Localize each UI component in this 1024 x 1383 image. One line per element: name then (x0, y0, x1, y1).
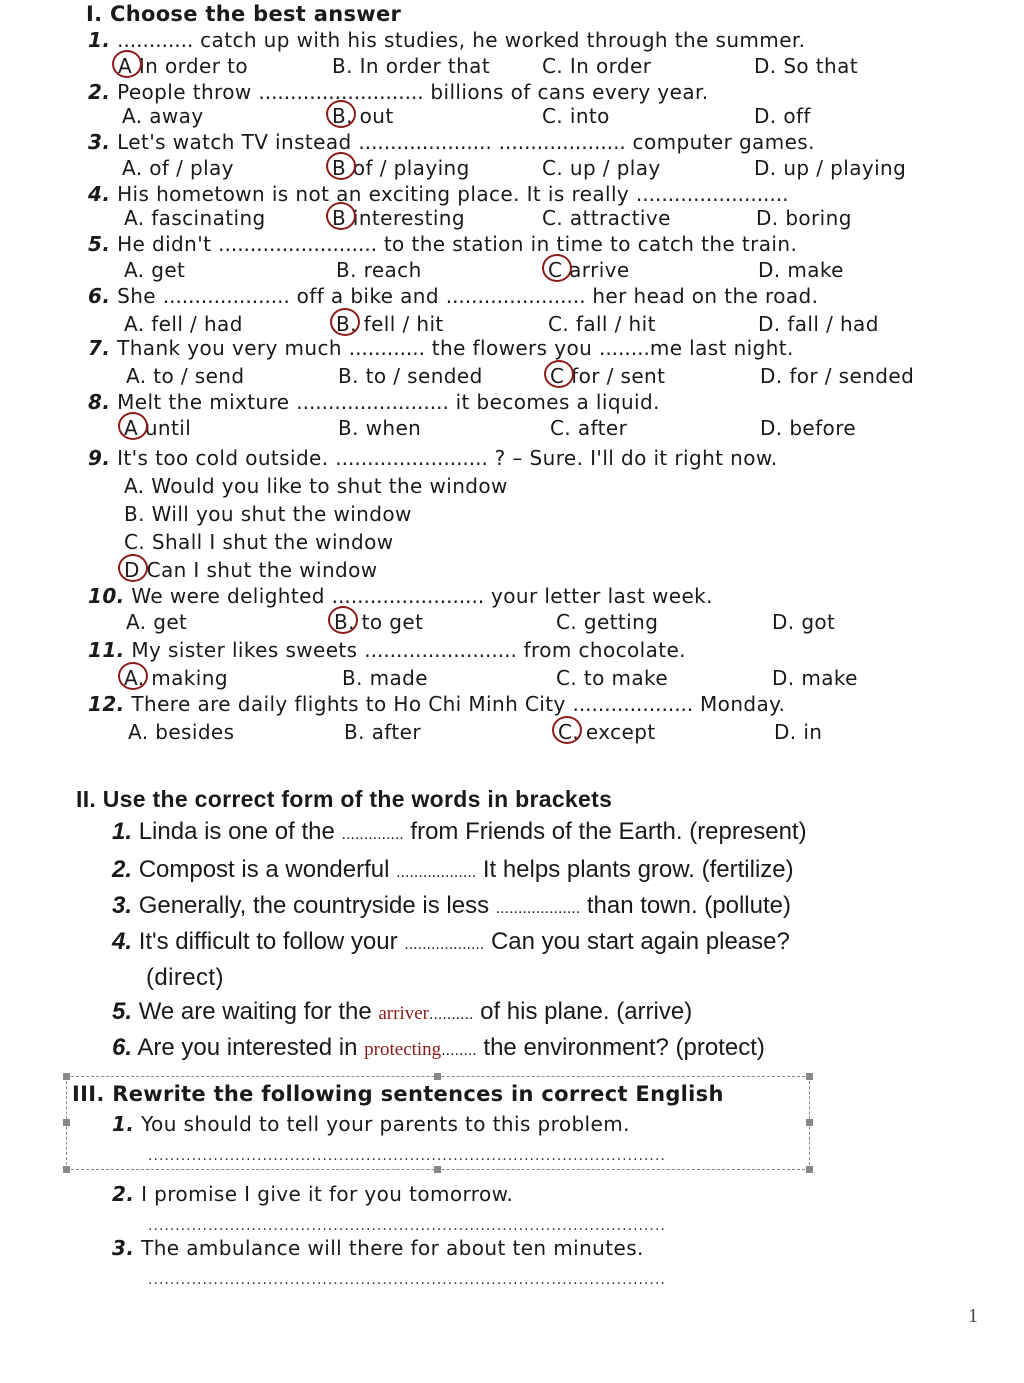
option-text: A. to / send (126, 364, 245, 388)
option-d[interactable] (758, 312, 879, 336)
item-text: We are waiting for the (138, 998, 379, 1025)
option-a[interactable] (124, 258, 185, 282)
option-b[interactable] (332, 206, 465, 230)
item-text: It's difficult to follow your (138, 928, 405, 955)
answer-blank[interactable]: ........................ (635, 182, 789, 206)
question-text: computer games. (625, 130, 815, 154)
option-text: D. So that (754, 54, 859, 78)
option-b[interactable] (332, 104, 394, 128)
question-2 (88, 80, 709, 104)
question-text: It's too cold outside. (117, 446, 336, 470)
option-b[interactable] (334, 610, 423, 634)
option-text: fell / hit (363, 312, 444, 336)
question-number: 1. (88, 28, 111, 52)
option-text: except (585, 720, 656, 744)
rewrite-item-3 (112, 1236, 644, 1260)
option-letter: B. (336, 312, 357, 336)
answer-blank[interactable]: .............. (341, 826, 404, 843)
item-number: 2. (112, 1182, 135, 1206)
option-text: C. into (542, 104, 610, 128)
option-c[interactable] (550, 364, 665, 388)
resize-handle[interactable] (806, 1073, 813, 1080)
handwritten-answer[interactable]: arriver (378, 1003, 429, 1024)
question-text: Melt the mixture (117, 390, 297, 414)
word-form-item-3 (112, 892, 791, 920)
option-a[interactable] (124, 474, 508, 498)
option-text: In order to (138, 54, 248, 78)
option-b[interactable] (342, 666, 428, 690)
option-text: C. In order (542, 54, 652, 78)
question-text: it becomes a liquid. (448, 390, 660, 414)
question-number: 9. (88, 446, 111, 470)
resize-handle[interactable] (806, 1166, 813, 1173)
answer-blank[interactable]: .......................... (258, 80, 424, 104)
option-letter: B. (334, 610, 355, 634)
option-text: A. fell / had (124, 312, 243, 336)
question-text: Monday. (693, 692, 786, 716)
answer-circle-mark (544, 360, 574, 388)
answer-blank[interactable]: ............ (348, 336, 426, 360)
question-number: 10. (88, 584, 125, 608)
option-a[interactable] (124, 312, 243, 336)
answer-circle-mark (542, 254, 572, 282)
question-1 (88, 28, 805, 52)
question-text: She (117, 284, 163, 308)
option-b[interactable] (336, 312, 444, 336)
option-text: B. made (342, 666, 428, 690)
question-9 (88, 446, 778, 470)
question-text: the flowers you (425, 336, 599, 360)
option-c[interactable] (550, 416, 627, 440)
question-number: 12. (88, 692, 125, 716)
item-number: 6. (112, 1034, 133, 1061)
option-text: A. away (122, 104, 204, 128)
option-letter: B (332, 156, 347, 180)
option-text: A. Would you like to shut the window (124, 474, 508, 498)
resize-handle[interactable] (63, 1119, 70, 1126)
option-a[interactable] (118, 54, 248, 78)
option-d[interactable] (756, 206, 852, 230)
option-c[interactable] (542, 54, 651, 78)
question-text: He didn't (117, 232, 219, 256)
option-text: interesting (352, 206, 465, 230)
question-5 (88, 232, 797, 256)
option-text: Can I shut the window (146, 558, 378, 582)
answer-circle-mark (330, 308, 360, 336)
option-d[interactable] (772, 666, 858, 690)
option-letter: A (124, 416, 139, 440)
answer-circle-mark (118, 412, 148, 440)
question-number: 4. (88, 182, 111, 206)
word-form-item-4 (112, 928, 790, 956)
option-c[interactable] (558, 720, 656, 744)
answer-line[interactable]: ............................................................................................... (148, 1218, 666, 1234)
option-text: making (151, 666, 228, 690)
answer-blank[interactable]: .................. (396, 864, 477, 881)
item-number: 5. (112, 998, 133, 1025)
rewrite-item-2 (112, 1182, 513, 1206)
question-text: catch up with his studies, he worked through the summer. (193, 28, 806, 52)
resize-handle[interactable] (63, 1073, 70, 1080)
answer-blank[interactable]: ........ (441, 1042, 477, 1059)
option-text: D. make (758, 258, 844, 282)
option-c[interactable] (548, 312, 656, 336)
question-number: 11. (88, 638, 125, 662)
item-text: I promise I give it for you tomorrow. (141, 1182, 514, 1206)
question-text: her head on the road. (585, 284, 819, 308)
page-number: 1 (968, 1305, 978, 1327)
option-a[interactable] (122, 104, 204, 128)
option-text: A. fascinating (124, 206, 266, 230)
question-text: We were delighted (131, 584, 332, 608)
option-b[interactable] (336, 258, 422, 282)
option-text: D. for / sended (760, 364, 915, 388)
question-text: Let's watch TV instead (117, 130, 359, 154)
resize-handle[interactable] (806, 1119, 813, 1126)
option-d[interactable] (754, 54, 858, 78)
answer-blank[interactable]: ............ (117, 28, 194, 52)
option-text: B. after (344, 720, 421, 744)
option-b[interactable] (338, 364, 483, 388)
option-c[interactable] (556, 666, 668, 690)
answer-circle-mark (112, 50, 142, 78)
resize-handle[interactable] (63, 1166, 70, 1173)
option-text: C. getting (556, 610, 659, 634)
option-letter: B. (332, 104, 353, 128)
option-text: D. fall / had (758, 312, 879, 336)
answer-blank[interactable]: ........................ (331, 584, 485, 608)
word-form-item-2 (112, 856, 794, 884)
answer-circle-mark (118, 554, 148, 582)
question-10 (88, 584, 713, 608)
question-text: from chocolate. (516, 638, 686, 662)
option-text: D. boring (756, 206, 852, 230)
item-text: the environment? (protect) (476, 1034, 765, 1061)
option-d[interactable] (772, 610, 835, 634)
item-number: 1. (112, 1112, 135, 1136)
option-d[interactable] (754, 156, 906, 180)
resize-handle[interactable] (434, 1073, 441, 1080)
option-text: B. to / sended (338, 364, 483, 388)
option-c[interactable] (124, 530, 393, 554)
word-form-item-5 (112, 998, 692, 1026)
section-3-title: III. Rewrite the following sentences in correct English (72, 1082, 724, 1106)
option-text: of / playing (352, 156, 470, 180)
answer-circle-mark (326, 100, 356, 128)
question-text: Thank you very much (117, 336, 349, 360)
option-text: A. of / play (122, 156, 234, 180)
option-text: D. make (772, 666, 858, 690)
option-letter: A (118, 54, 133, 78)
option-text: D. before (760, 416, 857, 440)
option-letter: D (124, 558, 140, 582)
answer-blank[interactable]: ..................... (358, 130, 492, 154)
option-a[interactable] (122, 156, 234, 180)
option-letter: C. (558, 720, 580, 744)
option-d[interactable] (774, 720, 822, 744)
answer-blank[interactable]: ........ (598, 336, 650, 360)
item-text: You should to tell your parents to this problem. (141, 1112, 630, 1136)
option-c[interactable] (556, 610, 658, 634)
item-text: Linda is one of the (138, 818, 342, 845)
answer-line[interactable]: ............................................................................................... (148, 1148, 666, 1164)
question-text: me last night. (649, 336, 794, 360)
section-2-title: II. Use the correct form of the words in brackets (76, 786, 613, 812)
option-a[interactable] (126, 364, 244, 388)
answer-blank[interactable]: .......... (429, 1006, 474, 1023)
option-b[interactable] (338, 416, 421, 440)
option-text: B. Will you shut the window (124, 502, 412, 526)
question-6 (88, 284, 818, 308)
question-number: 2. (88, 80, 111, 104)
item-number: 3. (112, 1236, 135, 1260)
question-11 (88, 638, 686, 662)
question-text: People throw (117, 80, 259, 104)
option-text: B. In order that (332, 54, 491, 78)
option-letter: B (332, 206, 347, 230)
option-b[interactable] (332, 156, 470, 180)
item-text: of his plane. (arrive) (473, 998, 693, 1025)
answer-blank[interactable]: ................... (572, 692, 694, 716)
option-text: A. get (126, 610, 188, 634)
rewrite-item-1 (112, 1112, 630, 1136)
word-form-item-1 (112, 818, 807, 846)
answer-line[interactable]: ............................................................................................... (148, 1272, 666, 1288)
answer-circle-mark (328, 606, 358, 634)
option-text: to get (361, 610, 424, 634)
option-text: C. attractive (542, 206, 671, 230)
option-text: C. after (550, 416, 628, 440)
answer-circle-mark (326, 152, 356, 180)
option-text: B. reach (336, 258, 422, 282)
question-4 (88, 182, 788, 206)
option-b[interactable] (332, 54, 490, 78)
option-a[interactable] (124, 666, 228, 690)
item-text: Are you interested in (137, 1034, 365, 1061)
item-number: 4. (112, 928, 133, 955)
option-letter: C (548, 258, 563, 282)
option-a[interactable] (124, 206, 266, 230)
item-text: The ambulance will there for about ten minutes. (141, 1236, 644, 1260)
answer-blank[interactable]: .................. (404, 936, 485, 953)
question-text: My sister likes sweets (131, 638, 365, 662)
option-text: A. get (124, 258, 186, 282)
item-text: Can you start again please? (484, 928, 790, 955)
item-text: It helps plants grow. (fertilize) (476, 856, 794, 883)
question-text: His hometown is not an exciting place. It is really (117, 182, 636, 206)
option-c[interactable] (548, 258, 630, 282)
question-8 (88, 390, 660, 414)
option-a[interactable] (126, 610, 187, 634)
question-number: 8. (88, 390, 111, 414)
option-c[interactable] (542, 206, 671, 230)
item-number: 2. (112, 856, 133, 883)
answer-blank[interactable]: ........................ (335, 446, 488, 470)
question-text: There are daily flights to Ho Chi Minh City (131, 692, 573, 716)
answer-blank[interactable]: ......................... (218, 232, 378, 256)
item-number: 1. (112, 818, 133, 845)
option-text: D. got (772, 610, 836, 634)
option-d[interactable] (124, 558, 378, 582)
option-text: for / sent (571, 364, 666, 388)
item-text-continued: (direct) (146, 964, 224, 991)
option-text: D. off (754, 104, 811, 128)
option-text: out (359, 104, 394, 128)
question-7 (88, 336, 794, 360)
answer-circle-mark (552, 716, 582, 744)
answer-blank[interactable]: .................... (162, 284, 290, 308)
question-text: billions of cans every year. (423, 80, 709, 104)
item-text: from Friends of the Earth. (represent) (403, 818, 807, 845)
item-number: 3. (112, 892, 133, 919)
option-d[interactable] (758, 258, 844, 282)
answer-blank[interactable]: ................... (495, 900, 581, 917)
option-d[interactable] (754, 104, 811, 128)
question-text (492, 130, 499, 154)
section-1-title: I. Choose the best answer (86, 2, 402, 26)
option-text: C. up / play (542, 156, 661, 180)
option-d[interactable] (760, 416, 856, 440)
question-text: to the station in time to catch the train. (377, 232, 798, 256)
option-a[interactable] (128, 720, 234, 744)
option-text: B. when (338, 416, 422, 440)
item-text: Generally, the countryside is less (138, 892, 496, 919)
question-text: ? – Sure. I'll do it right now. (487, 446, 778, 470)
handwritten-answer[interactable]: protecting (364, 1039, 442, 1060)
option-text: A. besides (128, 720, 235, 744)
item-text: Compost is a wonderful (138, 856, 397, 883)
option-text: C. Shall I shut the window (124, 530, 394, 554)
answer-circle-mark (118, 662, 148, 690)
option-letter: C (550, 364, 565, 388)
answer-blank[interactable]: .................... (498, 130, 626, 154)
option-text: D. in (774, 720, 823, 744)
option-b[interactable] (124, 502, 412, 526)
option-text: arrive (569, 258, 630, 282)
item-text: than town. (pollute) (580, 892, 791, 919)
question-number: 7. (88, 336, 111, 360)
option-text: until (144, 416, 192, 440)
question-text: off a bike and (289, 284, 446, 308)
question-number: 5. (88, 232, 111, 256)
word-form-item-6 (112, 1034, 765, 1062)
answer-circle-mark (326, 202, 356, 230)
answer-blank[interactable]: ........................ (296, 390, 449, 414)
question-12 (88, 692, 785, 716)
option-c[interactable] (542, 104, 610, 128)
option-c[interactable] (542, 156, 661, 180)
option-text: C. fall / hit (548, 312, 656, 336)
question-text: your letter last week. (484, 584, 713, 608)
option-letter: A. (124, 666, 145, 690)
option-a[interactable] (124, 416, 191, 440)
answer-blank[interactable]: ........................ (364, 638, 517, 662)
question-number: 6. (88, 284, 111, 308)
option-d[interactable] (760, 364, 914, 388)
question-number: 3. (88, 130, 111, 154)
option-b[interactable] (344, 720, 421, 744)
option-text: D. up / playing (754, 156, 907, 180)
question-3 (88, 130, 815, 154)
answer-blank[interactable]: ...................... (445, 284, 586, 308)
resize-handle[interactable] (434, 1166, 441, 1173)
option-text: C. to make (556, 666, 669, 690)
